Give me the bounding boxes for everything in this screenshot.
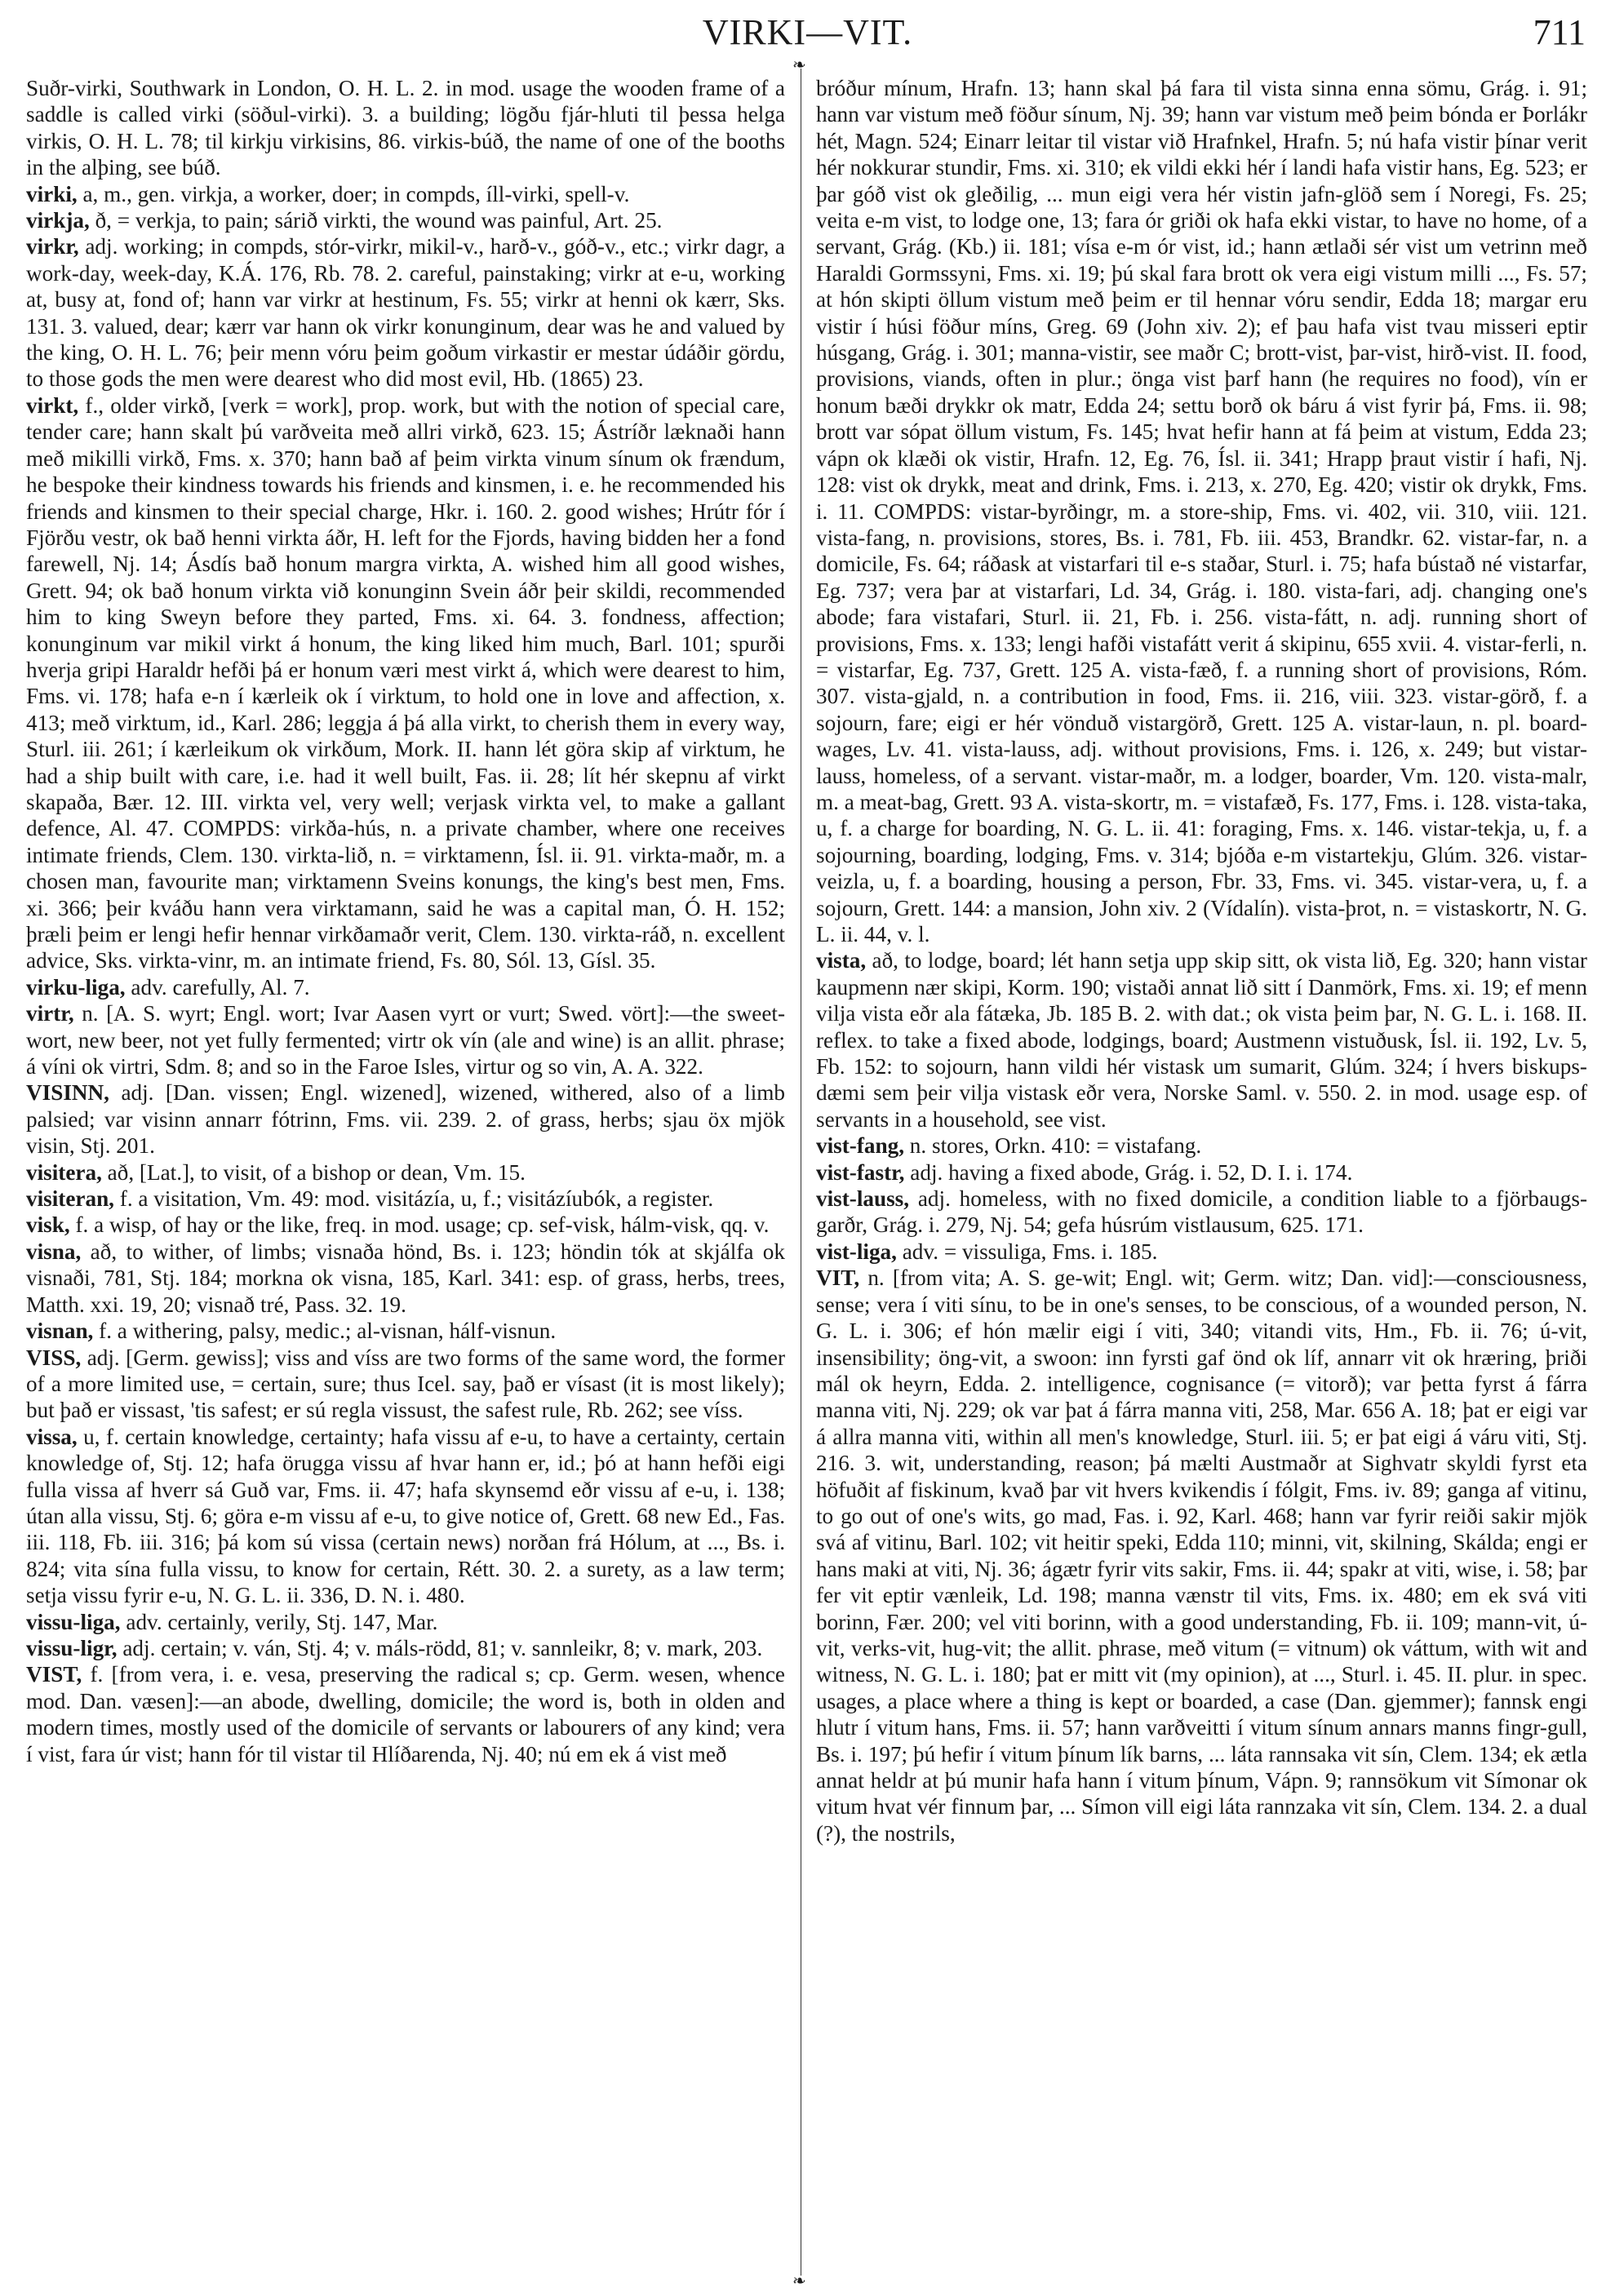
entry-definition: adj. certain; v. ván, Stj. 4; v. máls-rödd, 81; v. sannleikr, 8; v. mark, 203. xyxy=(117,1635,763,1660)
entry-headword: vist-lauss, xyxy=(816,1186,910,1212)
entry-definition: a, m., gen. virkja, a worker, doer; in compds, íll-virki, spell-v. xyxy=(77,181,630,206)
dictionary-entry xyxy=(26,974,785,1000)
entry-headword: vissu-ligr, xyxy=(26,1635,118,1660)
entry-definition: að, to wither, of limbs; visnaða hönd, Bs. i. 123; höndin tók at skjálfa ok visnaði, 781, Stj. 184; morkna ok visna, 185, Karl. 341: esp. of grass, herbs, trees, Matth. xxi. 19, 20; visnað tré, Pass. 32. 19. xyxy=(26,1239,785,1317)
dictionary-entry xyxy=(26,75,785,181)
dictionary-entry xyxy=(26,1159,785,1186)
entry-definition: adv. = vissuliga, Fms. i. 185. xyxy=(896,1239,1158,1264)
page-header xyxy=(0,11,1615,60)
dictionary-entry xyxy=(26,1239,785,1318)
entry-definition: bróður mínum, Hrafn. 13; hann skal þá fara til vista sinna enna sömu, Grág. i. 91; hann var vistum með föður sínum, Nj. 39; hann var vistum með þeim bónda er Þorlákr hét, Magn. 524; Einarr leitar til vistar við Hrafnkel, Hrafn. 5; nú hafa vistir þínar verit hér nokkurar stundir, Fms. xi. 310; ek vildi ekki hér í landi hafa vistir hans, Eg. 523; er þar góð vist ok gleðilig, ... mun eigi vera hér vistin jafn-glöð sem í Noregi, Fs. 25; veita e-m vist, to lodge one, 13; fara ór griði ok hafa ekki vistar, to have no home, of a servant, Grág. (Kb.) ii. 181; vísa e-m ór vist, id.; hann ætlaði sér vist um vetrinn með Haraldi Gormssyni, Fms. xi. 19; þú skal fara brott ok vera eigi vistum milli ..., Fs. 57; at hón skipti öllum vistum með þeim er til hennar vóru sendir, Edda 18; margar eru vistir í húsi föður míns, Greg. 69 (John xiv. 2); ef þau hafa vist tvau misseri eptir húsgang, Grág. i. 301; manna-vistir, see maðr C; brott-vist, þar-vist, hirð-vist. II. food, provisions, viands, often in plur.; önga vist þarf hann (he requires no food), vín er honum bæði drykkr ok matr, Edda 24; settu borð ok báru á vist fyrir þá, Fms. ii. 98; brott var sópat öllum vistum, Fs. 145; hvat hefir hann at fá þeim at vistum, Edda 23; vápn ok klæði ok vistir, Hrafn. 12, Eg. 76, Ísl. ii. 341; Hrapp þraut vistir í hafi, Nj. 128: vist ok drykk, meat and drink, Fms. i. 213, x. 270, Eg. 420; vistir ok drykk, Fms. i. 11. COMPDS: vistar-byrðingr, m. a store-ship, Fms. vi. 402, vii. 310, viii. 121. vista-fang, n. provisions, stores, Bs. i. 781, Fb. iii. 453, Brandkr. 62. vistar-far, n. a domicile, Fs. 64; ráðask at vistarfari til e-s staðar, Sturl. i. 75; hafa bústað né vistarfar, Eg. 737; vera þar at vistarfari, Ld. 34, Grág. i. 180. vista-fari, adj. changing one's abode; fara vistafari, Sturl. ii. 21, Fb. i. 256. vista-fátt, n. adj. running short of provisions, Fms. x. 133; lengi hafði vistafátt verit á skipinu, 655 xvii. 4. vistar-ferli, n. = vistarfar, Eg. 737, Grett. 125 A. vista-fæð, f. a running short of provisions, Róm. 307. vista-gjald, n. a contribution in food, Fms. ii. 216, viii. 323. vistar-görð, f. a sojourn, fare; eigi er hér vönduð vistargörð, Grett. 125 A. vistar-laun, n. pl. board-wages, Lv. 41. vista-lauss, adj. without provisions, Fms. i. 126, x. 249; but vistar-lauss, homeless, of a servant. vistar-maðr, m. a lodger, boarder, Vm. 120. vista-malr, m. a meat-bag, Grett. 93 A. vista-skortr, m. = vistafæð, Fs. 177, Fms. i. 128. vista-taka, u, f. a charge for boarding, N. G. L. ii. 41: foraging, Fms. x. 146. vistar-tekja, u, f. a sojourning, boarding, lodging, Fms. v. 314; bjóða e-m vistartekju, Glúm. 326. vistar-veizla, u, f. a boarding, housing a person, Fbr. 33, Fms. vi. 345. vistar-vera, u, f. a sojourn, Grett. 144: a mansion, John xiv. 2 (Vídalín). vista-þrot, n. = vistaskortr, N. G. L. ii. 44, v. l. xyxy=(816,76,1587,946)
entry-headword: virkja, xyxy=(26,208,90,233)
entry-headword: vista, xyxy=(816,948,867,973)
page-number: 711 xyxy=(1533,12,1586,52)
dictionary-entry xyxy=(816,1186,1587,1239)
entry-headword: virku-liga, xyxy=(26,974,126,1000)
entry-definition: f. a withering, palsy, medic.; al-visnan, hálf-visnun. xyxy=(93,1319,557,1344)
entry-definition: adj. [Germ. gewiss]; viss and víss are two forms of the same word, the former of a more limited use, = certain, sure; thus Icel. say, það er vísast (it is most likely); but það er vissast, 'tis safest; er sú regla vissust, the safest rule, Rb. 262; see víss. xyxy=(26,1345,785,1423)
left-column xyxy=(26,75,785,1767)
dictionary-entry xyxy=(816,947,1587,1132)
dictionary-entry xyxy=(26,1661,785,1767)
dictionary-entry xyxy=(26,1318,785,1344)
dictionary-entry xyxy=(26,1000,785,1079)
entry-definition: Suðr-virki, Southwark in London, O. H. L. 2. in mod. usage the wooden frame of a saddle is called virki (söðul-virki). 3. a building; lögðu fjár-hluti til þessa helga virkis, O. H. L. 78; til kirkju virkisins, 86. virkis-búð, the name of one of the booths in the alþing, see búð. xyxy=(26,76,785,180)
right-column xyxy=(816,75,1587,1846)
entry-headword: virkt, xyxy=(26,392,79,418)
dictionary-entry xyxy=(26,1079,785,1159)
dictionary-entry xyxy=(816,1265,1587,1846)
entry-definition: adj. [Dan. vissen; Engl. wizened], wizened, withered, also of a limb palsied; var visinn annarr fótrinn, Fms. vii. 239. 2. of grass, herbs; sjau öx mjök visin, Stj. 201. xyxy=(26,1080,785,1159)
dictionary-entry xyxy=(26,1212,785,1238)
entry-headword: VISINN, xyxy=(26,1080,109,1106)
entry-headword: VISS, xyxy=(26,1345,82,1370)
entry-definition: f., older virkð, [verk = work], prop. work, but with the notion of special care, tender care; hann skalt þú varðveita með allri virkð, 623. 15; Ástríðr læknaði hann með mikilli virkð, Fms. x. 370; hann bað af þeim virkta vinum sínum ok frændum, he bespoke their kindness towards his friends and kinsmen, i. e. he recommended his friends and kinsmen to their special charge, Hkr. i. 160. 2. good wishes; Hrútr fór í Fjörðu vestr, ok bað henni virkta áðr, H. left for the Fjords, having bidden her a fond farewell, Nj. 14; Ásdís bað honum margra virkta, A. wished him all good wishes, Grett. 94; ok bað honum virkta við konunginn Svein áðr þeir skildi, recommended him to king Sweyn before they parted, Fms. xi. 64. 3. fondness, affection; konunginum var mikil virkt á honum, the king liked him much, Barl. 101; spurði hverja gripi Haraldr hefði þá er honum væri mest virkt á, which were dearest to him, Fms. vi. 178; hafa e-n í kærleik ok í virktum, to hold one in love and affection, x. 413; með virktum, id., Karl. 286; leggja á þá alla virkt, to cherish them in every way, Sturl. iii. 261; í kærleikum ok virkðum, Mork. II. hann lét göra skip af virktum, he had a ship built with care, i.e. had it well built, Fas. ii. 28; lít hér skepnu af virkt skapaða, Bær. 12. III. virkta vel, very well; verjask virkta vel, to make a gallant defence, Al. 47. COMPDS: virkða-hús, n. a private chamber, where one receives intimate friends, Clem. 130. virkta-lið, n. = virktamenn, Ísl. ii. 91. virkta-maðr, m. a chosen man, favourite man; virktamenn Sveins konungs, the king's best men, Fms. xi. 366; þeir kváðu hann vera virktamann, said he was a capital man, Ó. H. 152; þræli þeim er lengi hefir hennar virkðamaðr verit, Clem. 130. virkta-ráð, n. excellent advice, Sks. virkta-vinr, m. an intimate friend, Fs. 80, Sól. 13, Gísl. 35. xyxy=(26,392,785,973)
entry-definition: ð, = verkja, to pain; sárið virkti, the wound was painful, Art. 25. xyxy=(89,208,663,233)
entry-definition: að, to lodge, board; lét hann setja upp skip sitt, ok vista lið, Eg. 320; hann vistar kaupmenn nær skipi, Korm. 190; vistaði annat lið sitt í Danmörk, Fms. xi. 19; ef menn vilja vista eðr ala fátæka, Jb. 185 B. 2. with dat.; ok vista þeim þar, N. G. L. i. 168. II. reflex. to take a fixed abode, lodgings, board; Austmenn vistuðusk, Ísl. ii. 192, Lv. 5, Fb. 152: to sojourn, hann vildi hér vistask um sumarit, Glúm. 324; í hvers biskups-dæmi sem þeir vilja vistask eðr vera, Norske Saml. v. 550. 2. in mod. usage esp. of servants in a household, see vist. xyxy=(816,948,1587,1132)
divider-ornament-top-icon: ❧ xyxy=(792,56,806,74)
entry-headword: visiteran, xyxy=(26,1186,114,1212)
entry-headword: vissa, xyxy=(26,1424,78,1449)
dictionary-entry xyxy=(816,1239,1587,1265)
divider-ornament-bottom-icon: ❧ xyxy=(792,2272,806,2290)
dictionary-entry xyxy=(26,207,785,233)
entry-definition: n. [A. S. wyrt; Engl. wort; Ivar Aasen vyrt or vurt; Swed. vört]:—the sweet-wort, new beer, not yet fully fermented; virtr ok vín (ale and wine) is an allit. phrase; á víni ok virtri, Sdm. 8; and so in the Faroe Isles, virtur og so vin, A. A. 322. xyxy=(26,1001,785,1079)
entry-headword: virtr, xyxy=(26,1001,74,1026)
entry-headword: vist-fastr, xyxy=(816,1159,905,1185)
entry-headword: visk, xyxy=(26,1212,70,1238)
dictionary-entry xyxy=(26,233,785,392)
entry-definition: adj. having a fixed abode, Grág. i. 52, D. I. i. 174. xyxy=(904,1159,1353,1185)
dictionary-entry xyxy=(816,1132,1587,1159)
entry-headword: VIT, xyxy=(816,1265,860,1291)
entry-definition: adv. certainly, verily, Stj. 147, Mar. xyxy=(120,1609,438,1634)
dictionary-entry xyxy=(26,1609,785,1635)
entry-definition: f. a visitation, Vm. 49: mod. visitázía, u, f.; visitázíubók, a register. xyxy=(113,1186,714,1212)
entry-headword: vissu-liga, xyxy=(26,1609,121,1634)
dictionary-entry xyxy=(26,1424,785,1609)
entry-definition: n. stores, Orkn. 410: = vistafang. xyxy=(904,1133,1202,1159)
entry-headword: visna, xyxy=(26,1239,82,1264)
entry-headword: virkr, xyxy=(26,234,79,259)
dictionary-entry xyxy=(26,181,785,207)
entry-definition: f. a wisp, of hay or the like, freq. in mod. usage; cp. sef-visk, hálm-visk, qq. v. xyxy=(69,1212,770,1238)
entry-definition: að, [Lat.], to visit, of a bishop or dean, Vm. 15. xyxy=(101,1159,526,1185)
dictionary-entry xyxy=(26,1635,785,1661)
dictionary-entry xyxy=(26,392,785,974)
entry-definition: f. [from vera, i. e. vesa, preserving the radical s; cp. Germ. wesen, whence mod. Dan. væsen]:—an abode, dwelling, domicile; the word is, both in olden and modern times, mostly used of the domicile of servants or labourers of any kind; vera í vist, fara úr vist; hann fór til vistar til Hlíðarenda, Nj. 40; nú em ek á vist með xyxy=(26,1662,785,1766)
dictionary-entry xyxy=(26,1186,785,1212)
dictionary-entry xyxy=(816,75,1587,947)
entry-headword: vist-fang, xyxy=(816,1133,904,1159)
dictionary-entry xyxy=(816,1159,1587,1186)
entry-definition: adv. carefully, Al. 7. xyxy=(125,974,310,1000)
entry-headword: visitera, xyxy=(26,1159,102,1185)
dictionary-entry xyxy=(26,1345,785,1424)
entry-definition: adj. homeless, with no fixed domicile, a condition liable to a fjörbaugs-garðr, Grág. i. 279, Nj. 54; gefa húsrúm vistlausum, 625. 171. xyxy=(816,1186,1587,1238)
entry-headword: visnan, xyxy=(26,1319,94,1344)
entry-headword: virki, xyxy=(26,181,78,206)
entry-definition: n. [from vita; A. S. ge-wit; Engl. wit; Germ. witz; Dan. vid]:—consciousness, sense; vera í viti sínu, to be in one's senses, to be conscious, of a wounded person, N. G. L. i. 306; ef hón mælir eigi í viti, 340; vitandi vits, Hm., Fb. ii. 76; ú-vit, insensibility; öng-vit, a swoon: inn fyrsti gaf önd ok líf, annarr vit ok hræring, þriði mál ok heyrn, Edda. 2. intelligence, cognisance (= vitorð); var þetta fyrst á fárra manna viti, Nj. 229; ok var þat á fárra manna viti, 258, Mar. 656 A. 18; þat er eigi var á allra manna viti, within all men's knowledge, Sturl. iii. 5; er þat eigi á váru viti, Stj. 216. 3. wit, understanding, reason; þá mælti Austmaðr at Sighvatr skyldi fyrst eta höfuðit af fiskinum, kvað þar vit hvers kvikendis í fólgit, Fms. iv. 89; ganga af vitinu, to go out of one's wits, go mad, Fas. i. 92, Karl. 468; hann var fyrir reiði sakir mjök svá af vitinu, Barl. 102; vit heitir speki, Edda 110; minni, vit, skilning, Skálda; engi er hans maki at viti, Nj. 36; ágætr fyrir vits sakir, Fms. ii. 44; spakr at viti, wise, i. 58; þar fer vit eptir vænleik, Ld. 198; manna vænstr til vits, Fms. ix. 480; em ek svá viti borinn, Fær. 200; vel viti borinn, with a good understanding, Fb. ii. 109; mann-vit, ú-vit, verks-vit, hug-vit; the allit. phrase, með vitum (= vitnum) ok váttum, with wit and witness, N. G. L. i. 180; þat er mitt vit (my opinion), at ..., Sturl. i. 45. II. plur. in spec. usages, a place where a thing is kept or boarded, a case (Dan. gjemmer); fannsk engi hlutr í vitum hans, Fms. ii. 57; hann varðveitti í vitum sínum annars manns fingr-gull, Bs. i. 197; þú hefir í vitum þínum lík barns, ... láta rannsaka vit sín, Clem. 134; ek ætla annat heldr at þú munir hafa hann í vitum þínum, Vápn. 9; rannsökum vit Símonar ok vitum hvat vér finnum þar, ... Símon vill eigi láta rannzaka vit sín, Clem. 134. 2. a dual (?), the nostrils, xyxy=(816,1265,1588,1846)
running-head: VIRKI—VIT. xyxy=(702,12,913,52)
entry-headword: VIST, xyxy=(26,1662,82,1687)
entry-definition: adj. working; in compds, stór-virkr, mikil-v., harð-v., góð-v., etc.; virkr dagr, a work-day, week-day, K.Á. 176, Rb. 78. 2. careful, painstaking; virkr at e-u, working at, busy at, fond of; hann var virkr at hestinum, Fs. 55; virkr at henni ok kærr, Sks. 131. 3. valued, dear; kærr var hann ok virkr konunginum, dear was he and valued by the king, O. H. L. 76; þeir menn vóru þeim goðum virkastir er mestar údáðir gördu, to those gods the men were dearest who did most evil, Hb. (1865) 23. xyxy=(26,234,785,392)
entry-definition: u, f. certain knowledge, certainty; hafa vissu af e-u, to have a certainty, certain knowledge of, Stj. 12; hafa örugga vissu af hvar hann er, id.; þó at hann hefði eigi fulla vissa af hverr sá Guð var, Fms. ii. 47; hafa skynsemd eðr vissu af e-u, i. 138; útan alla vissu, Stj. 6; göra e-m vissu af e-u, to give notice of, Grett. 68 new Ed., Fas. iii. 118, Fb. iii. 316; þá kom sú vissa (certain news) norðan frá Hólum, at ..., Bs. i. 824; vita sína fulla vissu, to know for certain, Rétt. 30. 2. a surety, as a law term; setja vissu fyrir e-u, N. G. L. ii. 336, D. N. i. 480. xyxy=(26,1424,785,1608)
entry-headword: vist-liga, xyxy=(816,1239,897,1264)
